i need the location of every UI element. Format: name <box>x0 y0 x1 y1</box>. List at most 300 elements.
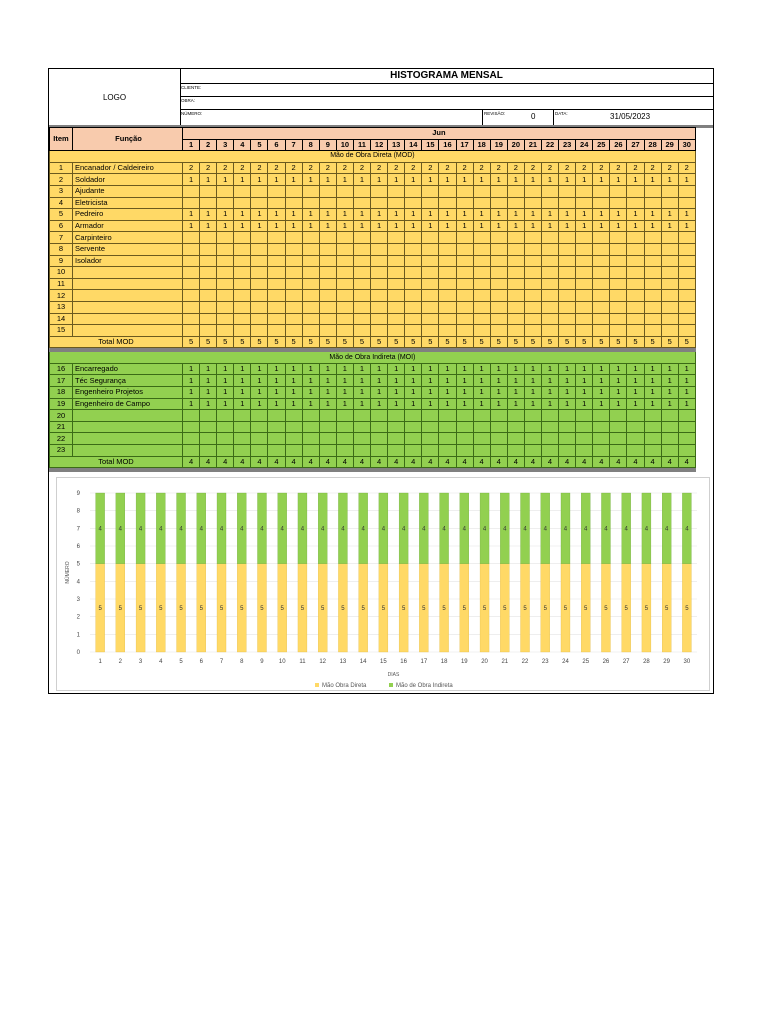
day-cell[interactable]: 2 <box>371 162 388 174</box>
day-cell[interactable] <box>217 433 234 445</box>
day-cell[interactable] <box>627 278 644 290</box>
day-cell[interactable] <box>576 267 593 279</box>
day-cell[interactable] <box>456 267 473 279</box>
day-cell[interactable] <box>251 243 268 255</box>
day-cell[interactable] <box>422 267 439 279</box>
day-cell[interactable]: 1 <box>200 363 217 375</box>
day-cell[interactable] <box>200 433 217 445</box>
day-cell[interactable]: 1 <box>644 209 661 221</box>
day-cell[interactable] <box>200 278 217 290</box>
day-cell[interactable]: 1 <box>319 375 336 387</box>
day-cell[interactable]: 1 <box>319 209 336 221</box>
day-cell[interactable]: 1 <box>183 398 200 410</box>
day-cell[interactable] <box>200 197 217 209</box>
day-cell[interactable]: 1 <box>439 363 456 375</box>
day-cell[interactable] <box>439 185 456 197</box>
day-cell[interactable] <box>388 410 405 422</box>
day-cell[interactable] <box>490 421 507 433</box>
day-cell[interactable] <box>627 232 644 244</box>
day-cell[interactable] <box>473 301 490 313</box>
day-cell[interactable] <box>678 421 695 433</box>
day-cell[interactable]: 1 <box>336 398 353 410</box>
day-cell[interactable] <box>234 243 251 255</box>
day-cell[interactable] <box>200 243 217 255</box>
day-cell[interactable] <box>610 301 627 313</box>
day-cell[interactable]: 1 <box>183 387 200 399</box>
day-cell[interactable] <box>319 232 336 244</box>
day-cell[interactable]: 1 <box>524 398 541 410</box>
day-cell[interactable]: 1 <box>507 220 524 232</box>
day-cell[interactable] <box>405 243 422 255</box>
day-cell[interactable] <box>490 313 507 325</box>
day-cell[interactable] <box>268 197 285 209</box>
day-cell[interactable] <box>302 232 319 244</box>
day-cell[interactable] <box>371 185 388 197</box>
day-cell[interactable]: 1 <box>405 363 422 375</box>
day-cell[interactable]: 1 <box>422 387 439 399</box>
day-cell[interactable] <box>319 255 336 267</box>
day-cell[interactable] <box>678 313 695 325</box>
day-cell[interactable] <box>183 325 200 337</box>
day-cell[interactable] <box>336 232 353 244</box>
day-cell[interactable]: 1 <box>405 387 422 399</box>
day-cell[interactable]: 2 <box>405 162 422 174</box>
day-cell[interactable] <box>422 421 439 433</box>
day-cell[interactable]: 1 <box>371 387 388 399</box>
day-cell[interactable] <box>559 433 576 445</box>
day-cell[interactable] <box>456 278 473 290</box>
day-cell[interactable]: 1 <box>456 209 473 221</box>
day-cell[interactable] <box>456 301 473 313</box>
day-cell[interactable] <box>319 278 336 290</box>
day-cell[interactable] <box>268 313 285 325</box>
day-cell[interactable]: 2 <box>678 162 695 174</box>
day-cell[interactable] <box>251 410 268 422</box>
day-cell[interactable] <box>593 185 610 197</box>
day-cell[interactable] <box>268 421 285 433</box>
day-cell[interactable] <box>576 278 593 290</box>
day-cell[interactable]: 1 <box>371 174 388 186</box>
day-cell[interactable] <box>661 290 678 302</box>
funcao-name[interactable] <box>73 421 183 433</box>
day-cell[interactable] <box>353 410 370 422</box>
day-cell[interactable] <box>661 197 678 209</box>
day-cell[interactable] <box>627 255 644 267</box>
day-cell[interactable] <box>627 421 644 433</box>
day-cell[interactable] <box>593 421 610 433</box>
day-cell[interactable]: 1 <box>661 363 678 375</box>
day-cell[interactable] <box>456 445 473 457</box>
day-cell[interactable]: 1 <box>353 174 370 186</box>
day-cell[interactable] <box>319 433 336 445</box>
day-cell[interactable]: 1 <box>490 398 507 410</box>
day-cell[interactable] <box>490 267 507 279</box>
day-cell[interactable] <box>678 232 695 244</box>
day-cell[interactable] <box>524 185 541 197</box>
day-cell[interactable] <box>559 445 576 457</box>
day-cell[interactable] <box>183 410 200 422</box>
day-cell[interactable] <box>336 421 353 433</box>
day-cell[interactable] <box>661 421 678 433</box>
day-cell[interactable] <box>576 290 593 302</box>
day-cell[interactable] <box>405 290 422 302</box>
day-cell[interactable] <box>661 185 678 197</box>
funcao-name[interactable]: Armador <box>73 220 183 232</box>
day-cell[interactable] <box>251 232 268 244</box>
day-cell[interactable]: 2 <box>439 162 456 174</box>
day-cell[interactable] <box>576 421 593 433</box>
day-cell[interactable] <box>439 243 456 255</box>
day-cell[interactable]: 1 <box>644 398 661 410</box>
day-cell[interactable] <box>371 232 388 244</box>
day-cell[interactable] <box>661 410 678 422</box>
day-cell[interactable] <box>541 410 558 422</box>
day-cell[interactable] <box>473 243 490 255</box>
day-cell[interactable] <box>371 267 388 279</box>
day-cell[interactable] <box>353 232 370 244</box>
funcao-name[interactable]: Servente <box>73 243 183 255</box>
day-cell[interactable] <box>439 433 456 445</box>
day-cell[interactable] <box>302 410 319 422</box>
day-cell[interactable] <box>302 325 319 337</box>
day-cell[interactable]: 1 <box>473 398 490 410</box>
day-cell[interactable] <box>302 197 319 209</box>
day-cell[interactable] <box>200 410 217 422</box>
day-cell[interactable]: 2 <box>541 162 558 174</box>
day-cell[interactable] <box>183 243 200 255</box>
day-cell[interactable]: 1 <box>319 387 336 399</box>
day-cell[interactable] <box>405 421 422 433</box>
day-cell[interactable]: 1 <box>644 174 661 186</box>
day-cell[interactable] <box>285 185 302 197</box>
day-cell[interactable]: 1 <box>507 363 524 375</box>
day-cell[interactable] <box>405 433 422 445</box>
funcao-name[interactable] <box>73 410 183 422</box>
day-cell[interactable] <box>388 433 405 445</box>
day-cell[interactable]: 2 <box>353 162 370 174</box>
day-cell[interactable] <box>524 197 541 209</box>
day-cell[interactable] <box>541 325 558 337</box>
day-cell[interactable] <box>439 410 456 422</box>
day-cell[interactable]: 1 <box>183 375 200 387</box>
day-cell[interactable] <box>541 197 558 209</box>
day-cell[interactable] <box>422 197 439 209</box>
day-cell[interactable] <box>234 313 251 325</box>
day-cell[interactable] <box>422 445 439 457</box>
day-cell[interactable] <box>576 325 593 337</box>
day-cell[interactable]: 2 <box>473 162 490 174</box>
day-cell[interactable]: 1 <box>405 375 422 387</box>
day-cell[interactable] <box>490 410 507 422</box>
day-cell[interactable] <box>576 433 593 445</box>
day-cell[interactable] <box>268 301 285 313</box>
day-cell[interactable] <box>200 255 217 267</box>
day-cell[interactable] <box>490 243 507 255</box>
day-cell[interactable] <box>251 445 268 457</box>
day-cell[interactable] <box>610 433 627 445</box>
day-cell[interactable]: 1 <box>234 398 251 410</box>
day-cell[interactable]: 1 <box>507 387 524 399</box>
day-cell[interactable] <box>610 255 627 267</box>
day-cell[interactable] <box>200 290 217 302</box>
day-cell[interactable]: 1 <box>610 174 627 186</box>
funcao-name[interactable]: Téc Segurança <box>73 375 183 387</box>
day-cell[interactable] <box>644 278 661 290</box>
day-cell[interactable]: 1 <box>473 220 490 232</box>
day-cell[interactable] <box>576 255 593 267</box>
day-cell[interactable] <box>644 290 661 302</box>
day-cell[interactable]: 1 <box>559 363 576 375</box>
day-cell[interactable]: 1 <box>422 363 439 375</box>
day-cell[interactable]: 1 <box>473 363 490 375</box>
day-cell[interactable] <box>593 290 610 302</box>
day-cell[interactable] <box>405 197 422 209</box>
day-cell[interactable] <box>524 445 541 457</box>
day-cell[interactable]: 1 <box>678 363 695 375</box>
day-cell[interactable]: 1 <box>353 387 370 399</box>
day-cell[interactable] <box>234 232 251 244</box>
day-cell[interactable]: 2 <box>559 162 576 174</box>
day-cell[interactable] <box>593 313 610 325</box>
day-cell[interactable]: 1 <box>422 220 439 232</box>
day-cell[interactable]: 1 <box>302 209 319 221</box>
day-cell[interactable] <box>644 445 661 457</box>
day-cell[interactable]: 1 <box>285 209 302 221</box>
day-cell[interactable] <box>524 313 541 325</box>
day-cell[interactable]: 1 <box>371 398 388 410</box>
day-cell[interactable] <box>524 232 541 244</box>
day-cell[interactable]: 1 <box>610 375 627 387</box>
day-cell[interactable]: 1 <box>388 375 405 387</box>
day-cell[interactable] <box>524 433 541 445</box>
day-cell[interactable] <box>234 410 251 422</box>
day-cell[interactable]: 1 <box>576 398 593 410</box>
day-cell[interactable] <box>319 267 336 279</box>
day-cell[interactable]: 1 <box>217 387 234 399</box>
day-cell[interactable] <box>456 433 473 445</box>
day-cell[interactable]: 1 <box>627 375 644 387</box>
day-cell[interactable] <box>234 433 251 445</box>
day-cell[interactable] <box>302 290 319 302</box>
day-cell[interactable] <box>610 290 627 302</box>
day-cell[interactable]: 1 <box>268 398 285 410</box>
day-cell[interactable] <box>593 267 610 279</box>
day-cell[interactable] <box>285 267 302 279</box>
day-cell[interactable] <box>405 255 422 267</box>
day-cell[interactable] <box>490 290 507 302</box>
day-cell[interactable]: 1 <box>559 387 576 399</box>
day-cell[interactable] <box>234 185 251 197</box>
day-cell[interactable] <box>353 325 370 337</box>
day-cell[interactable] <box>336 410 353 422</box>
day-cell[interactable] <box>422 185 439 197</box>
day-cell[interactable] <box>610 313 627 325</box>
day-cell[interactable] <box>388 301 405 313</box>
day-cell[interactable]: 1 <box>678 375 695 387</box>
day-cell[interactable] <box>234 325 251 337</box>
day-cell[interactable] <box>627 301 644 313</box>
day-cell[interactable] <box>610 445 627 457</box>
day-cell[interactable]: 2 <box>644 162 661 174</box>
day-cell[interactable] <box>200 185 217 197</box>
day-cell[interactable]: 1 <box>524 387 541 399</box>
day-cell[interactable] <box>388 232 405 244</box>
day-cell[interactable] <box>524 278 541 290</box>
day-cell[interactable]: 1 <box>302 375 319 387</box>
day-cell[interactable]: 1 <box>541 220 558 232</box>
day-cell[interactable]: 1 <box>490 220 507 232</box>
day-cell[interactable] <box>576 197 593 209</box>
day-cell[interactable] <box>217 232 234 244</box>
day-cell[interactable]: 1 <box>456 387 473 399</box>
day-cell[interactable] <box>456 197 473 209</box>
day-cell[interactable] <box>388 255 405 267</box>
day-cell[interactable]: 1 <box>388 363 405 375</box>
day-cell[interactable]: 1 <box>610 398 627 410</box>
day-cell[interactable]: 1 <box>183 220 200 232</box>
day-cell[interactable]: 1 <box>353 398 370 410</box>
day-cell[interactable] <box>388 445 405 457</box>
day-cell[interactable] <box>678 243 695 255</box>
day-cell[interactable] <box>473 445 490 457</box>
day-cell[interactable]: 1 <box>507 174 524 186</box>
day-cell[interactable]: 1 <box>234 375 251 387</box>
day-cell[interactable] <box>217 278 234 290</box>
day-cell[interactable] <box>302 421 319 433</box>
day-cell[interactable] <box>285 410 302 422</box>
day-cell[interactable]: 1 <box>234 174 251 186</box>
day-cell[interactable]: 1 <box>234 363 251 375</box>
day-cell[interactable]: 2 <box>422 162 439 174</box>
day-cell[interactable] <box>183 290 200 302</box>
day-cell[interactable] <box>336 433 353 445</box>
day-cell[interactable] <box>644 267 661 279</box>
day-cell[interactable] <box>285 325 302 337</box>
day-cell[interactable]: 1 <box>678 209 695 221</box>
day-cell[interactable] <box>319 325 336 337</box>
day-cell[interactable] <box>200 232 217 244</box>
day-cell[interactable] <box>251 325 268 337</box>
funcao-name[interactable] <box>73 445 183 457</box>
day-cell[interactable]: 1 <box>319 174 336 186</box>
day-cell[interactable] <box>234 301 251 313</box>
day-cell[interactable] <box>353 313 370 325</box>
day-cell[interactable] <box>353 445 370 457</box>
day-cell[interactable] <box>183 301 200 313</box>
day-cell[interactable]: 1 <box>217 375 234 387</box>
funcao-name[interactable]: Engenheiro de Campo <box>73 398 183 410</box>
day-cell[interactable]: 2 <box>524 162 541 174</box>
day-cell[interactable]: 1 <box>593 375 610 387</box>
day-cell[interactable]: 1 <box>439 209 456 221</box>
day-cell[interactable] <box>251 421 268 433</box>
day-cell[interactable] <box>541 445 558 457</box>
day-cell[interactable] <box>422 255 439 267</box>
day-cell[interactable] <box>610 325 627 337</box>
funcao-name[interactable] <box>73 433 183 445</box>
day-cell[interactable] <box>678 197 695 209</box>
day-cell[interactable]: 1 <box>319 398 336 410</box>
day-cell[interactable] <box>661 267 678 279</box>
day-cell[interactable]: 1 <box>627 209 644 221</box>
day-cell[interactable] <box>610 410 627 422</box>
day-cell[interactable]: 1 <box>507 209 524 221</box>
day-cell[interactable] <box>234 290 251 302</box>
day-cell[interactable] <box>302 433 319 445</box>
day-cell[interactable] <box>268 243 285 255</box>
day-cell[interactable] <box>251 433 268 445</box>
day-cell[interactable]: 1 <box>388 398 405 410</box>
day-cell[interactable]: 1 <box>610 387 627 399</box>
day-cell[interactable]: 1 <box>405 398 422 410</box>
day-cell[interactable] <box>524 243 541 255</box>
day-cell[interactable] <box>439 445 456 457</box>
day-cell[interactable] <box>353 290 370 302</box>
day-cell[interactable]: 1 <box>285 363 302 375</box>
day-cell[interactable] <box>200 445 217 457</box>
day-cell[interactable] <box>285 243 302 255</box>
day-cell[interactable] <box>439 313 456 325</box>
day-cell[interactable] <box>234 278 251 290</box>
day-cell[interactable] <box>678 290 695 302</box>
day-cell[interactable]: 1 <box>644 363 661 375</box>
day-cell[interactable]: 1 <box>319 220 336 232</box>
day-cell[interactable]: 1 <box>507 398 524 410</box>
day-cell[interactable] <box>541 433 558 445</box>
day-cell[interactable]: 1 <box>576 363 593 375</box>
day-cell[interactable]: 1 <box>661 174 678 186</box>
day-cell[interactable] <box>217 243 234 255</box>
day-cell[interactable] <box>336 325 353 337</box>
day-cell[interactable] <box>678 278 695 290</box>
day-cell[interactable] <box>559 197 576 209</box>
day-cell[interactable] <box>422 290 439 302</box>
day-cell[interactable]: 1 <box>217 174 234 186</box>
day-cell[interactable]: 1 <box>388 220 405 232</box>
day-cell[interactable] <box>541 290 558 302</box>
day-cell[interactable] <box>405 232 422 244</box>
day-cell[interactable] <box>217 290 234 302</box>
day-cell[interactable]: 1 <box>541 209 558 221</box>
day-cell[interactable] <box>217 313 234 325</box>
day-cell[interactable] <box>353 255 370 267</box>
day-cell[interactable] <box>422 325 439 337</box>
day-cell[interactable] <box>507 243 524 255</box>
day-cell[interactable]: 1 <box>200 209 217 221</box>
day-cell[interactable] <box>371 243 388 255</box>
funcao-name[interactable] <box>73 278 183 290</box>
day-cell[interactable] <box>319 301 336 313</box>
day-cell[interactable]: 1 <box>593 209 610 221</box>
day-cell[interactable] <box>541 313 558 325</box>
day-cell[interactable] <box>644 421 661 433</box>
day-cell[interactable] <box>319 445 336 457</box>
day-cell[interactable]: 1 <box>627 363 644 375</box>
day-cell[interactable]: 1 <box>251 220 268 232</box>
day-cell[interactable]: 1 <box>678 174 695 186</box>
day-cell[interactable] <box>524 325 541 337</box>
day-cell[interactable] <box>319 313 336 325</box>
day-cell[interactable]: 1 <box>456 174 473 186</box>
day-cell[interactable]: 1 <box>627 220 644 232</box>
day-cell[interactable]: 1 <box>593 174 610 186</box>
day-cell[interactable]: 1 <box>524 220 541 232</box>
day-cell[interactable] <box>353 421 370 433</box>
day-cell[interactable]: 1 <box>422 398 439 410</box>
day-cell[interactable] <box>661 445 678 457</box>
day-cell[interactable] <box>490 185 507 197</box>
day-cell[interactable] <box>541 243 558 255</box>
